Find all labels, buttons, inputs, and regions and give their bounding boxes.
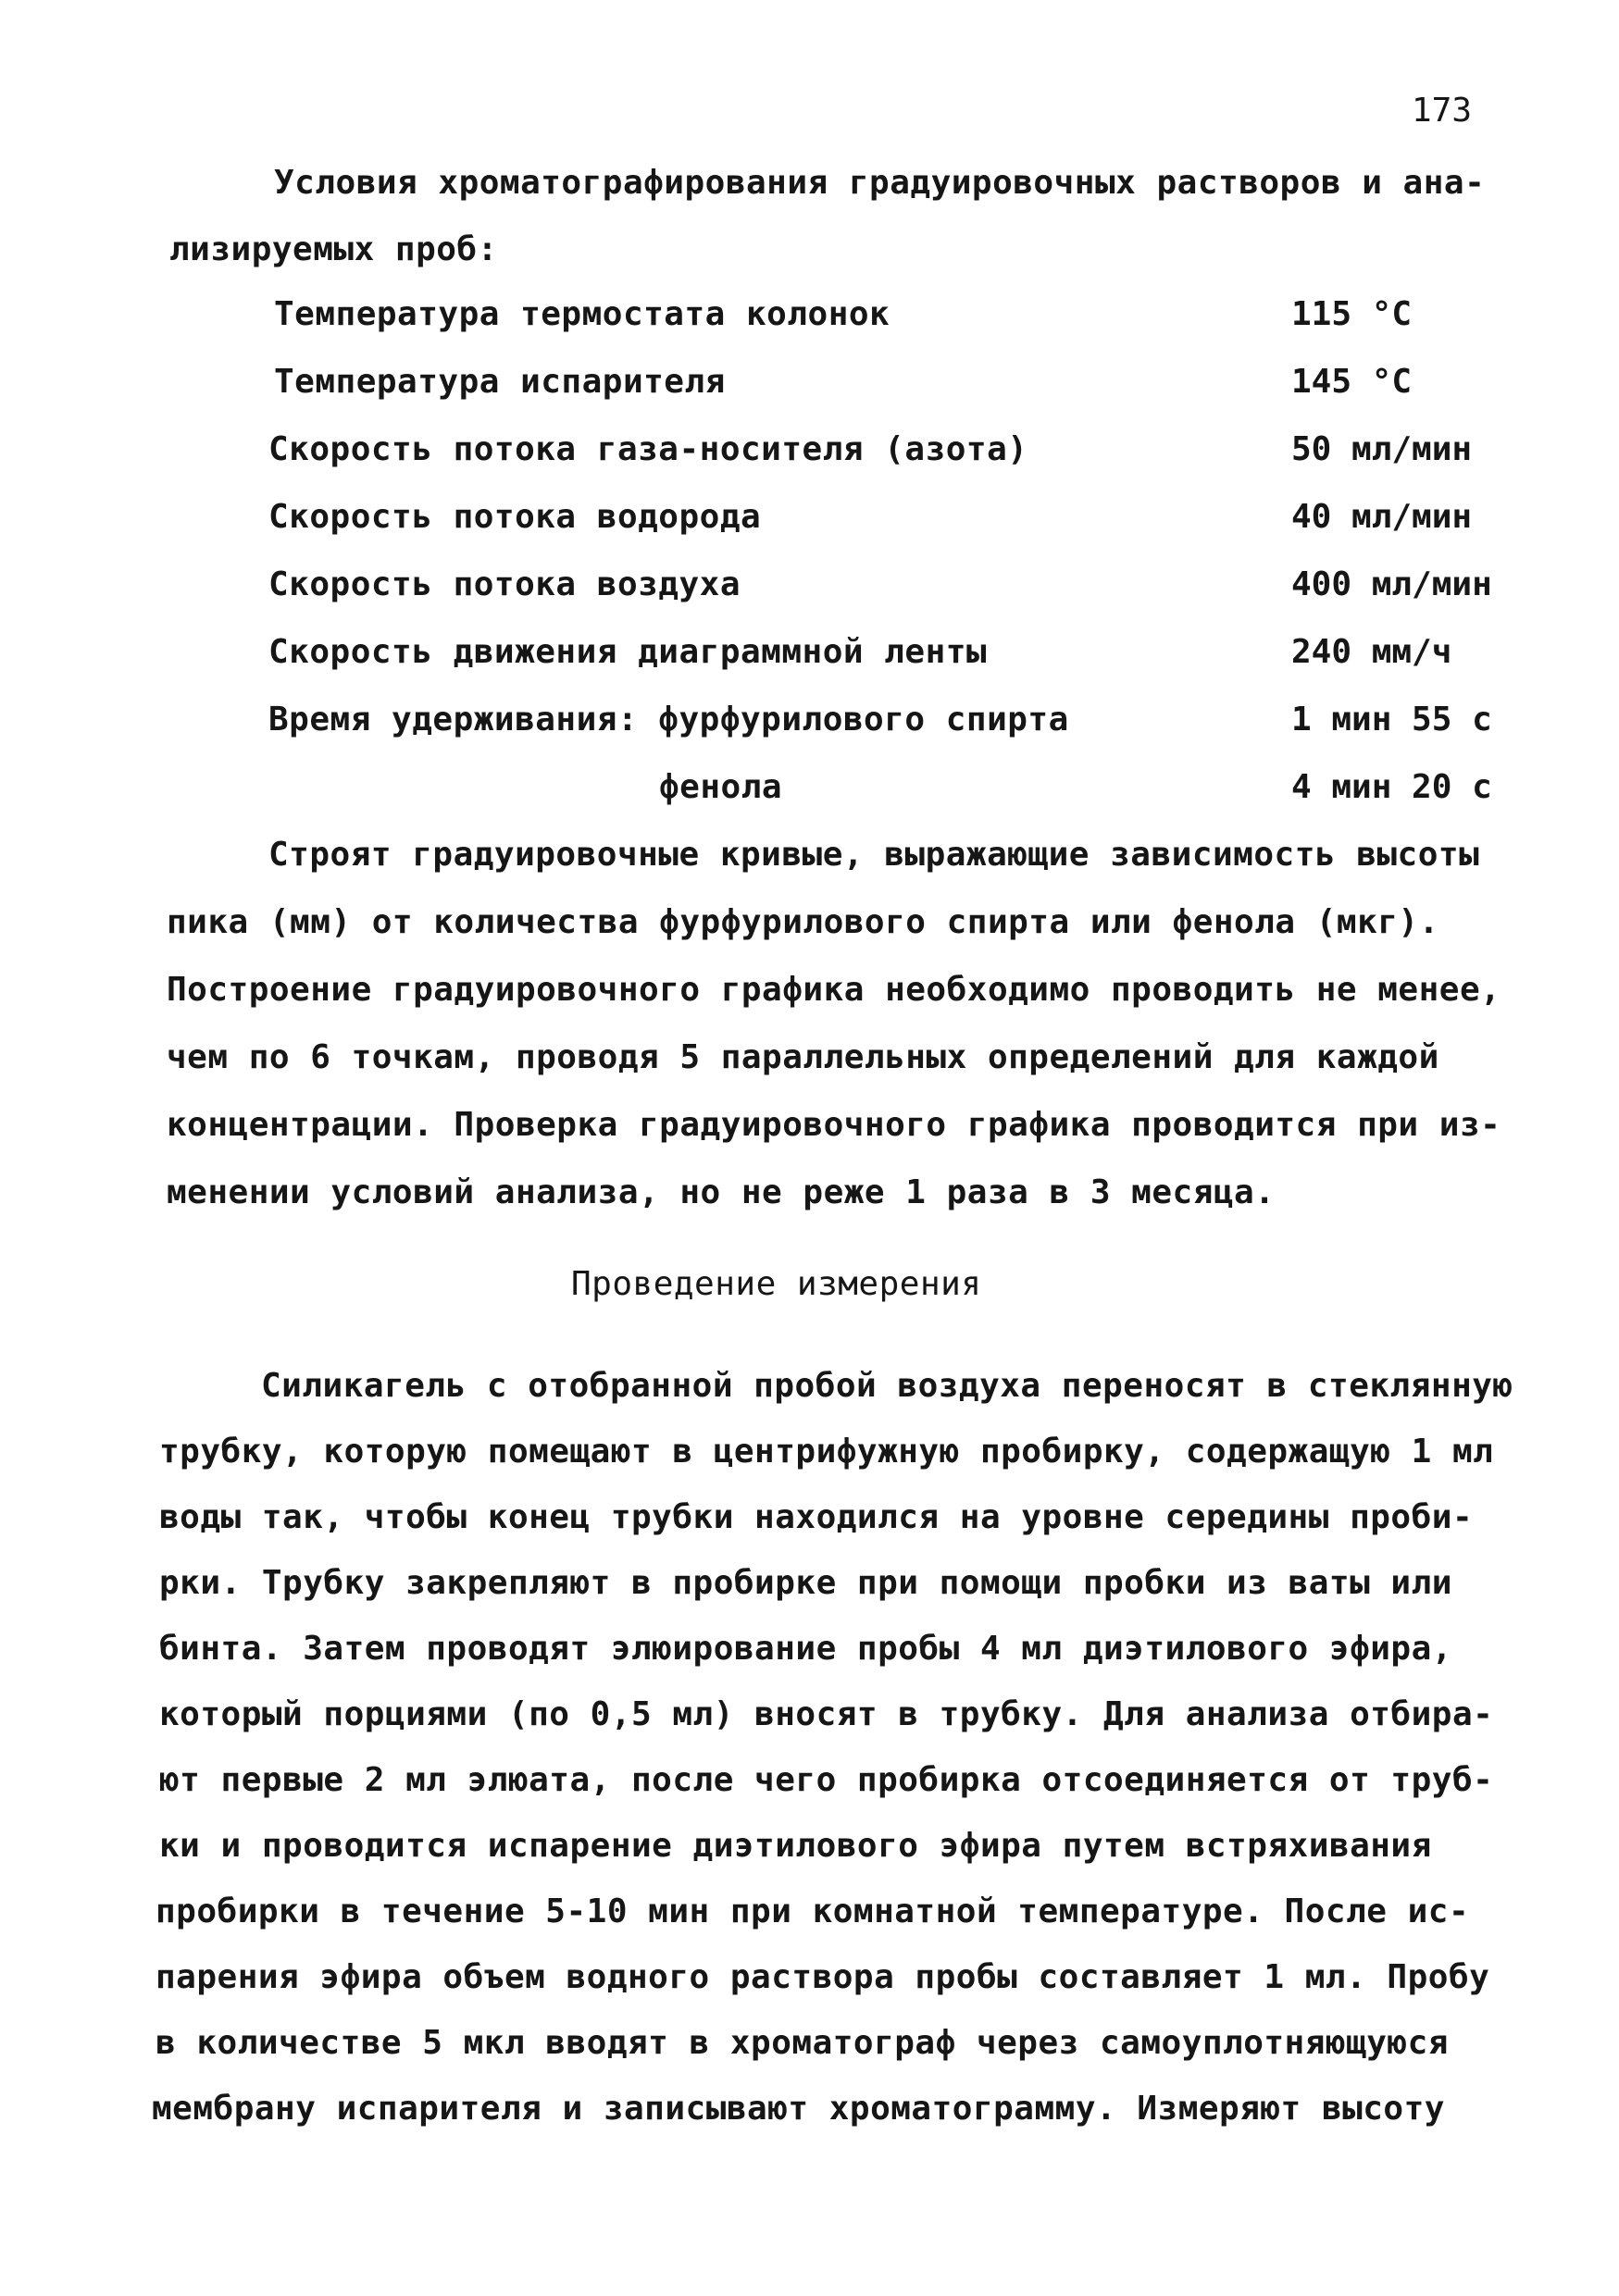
- paragraph-line: мембрану испарителя и записывают хроматограмму. Измеряют высоту: [152, 2090, 1445, 2128]
- condition-label: Скорость потока газа-носителя (азота): [268, 430, 1028, 468]
- paragraph-line: концентрации. Проверка градуировочного графика проводится при из-: [167, 1106, 1501, 1144]
- intro-line: лизируемых проб:: [169, 230, 498, 268]
- condition-value: 145 °C: [1291, 363, 1413, 401]
- paragraph-line: ки и проводится испарение диэтилового эфира путем встряхивания: [159, 1827, 1432, 1865]
- condition-label: Время удерживания: фурфурилового спирта: [268, 701, 1069, 738]
- condition-label: Скорость потока воздуха: [268, 565, 741, 603]
- condition-label: Скорость потока водорода: [268, 498, 762, 536]
- paragraph-line: ют первые 2 мл элюата, после чего пробирка отсоединяется от труб-: [159, 1761, 1494, 1799]
- condition-label: фенола: [659, 768, 783, 806]
- condition-value: 4 мин 20 с: [1291, 768, 1492, 806]
- condition-value: 40 мл/мин: [1291, 498, 1473, 536]
- paragraph-line: бинта. Затем проводят элюирование пробы 4 мл диэтилового эфира,: [159, 1630, 1452, 1668]
- condition-value: 400 мл/мин: [1291, 565, 1492, 603]
- condition-value: 50 мл/мин: [1291, 430, 1473, 468]
- paragraph-line: Строят градуировочные кривые, выражающие зависимость высоты: [268, 836, 1480, 874]
- paragraph-line: в количестве 5 мкл вводят в хроматограф через самоуплотняющуюся: [156, 2024, 1449, 2062]
- condition-label: Температура испарителя: [274, 363, 726, 401]
- intro-line: Условия хроматографирования градуировочных растворов и ана-: [274, 164, 1486, 202]
- paragraph-line: Построение градуировочного графика необходимо проводить не менее,: [167, 971, 1501, 1009]
- condition-label: Скорость движения диаграммной ленты: [268, 633, 988, 671]
- paragraph-line: менении условий анализа, но не реже 1 раза в 3 месяца.: [167, 1173, 1276, 1211]
- condition-value: 1 мин 55 с: [1291, 701, 1492, 738]
- condition-label: Температура термостата колонок: [274, 295, 890, 333]
- paragraph-line: пробирки в течение 5-10 мин при комнатной температуре. После ис-: [156, 1893, 1470, 1930]
- paragraph-line: трубку, которую помещают в центрифужную пробирку, содержащую 1 мл: [159, 1433, 1494, 1471]
- condition-value: 240 мм/ч: [1291, 633, 1452, 671]
- paragraph-line: воды так, чтобы конец трубки находился на уровне середины проби-: [159, 1498, 1474, 1536]
- paragraph-line: который порциями (по 0,5 мл) вносят в трубку. Для анализа отбира-: [159, 1695, 1494, 1733]
- paragraph-line: парения эфира объем водного раствора пробы составляет 1 мл. Пробу: [156, 1958, 1490, 1996]
- paragraph-line: чем по 6 точкам, проводя 5 параллельных определений для каждой: [167, 1038, 1439, 1076]
- paragraph-line: пика (мм) от количества фурфурилового спирта или фенола (мкг).: [167, 903, 1439, 941]
- paragraph-line: Силикагель с отобранной пробой воздуха переносят в стеклянную: [261, 1367, 1513, 1405]
- section-heading: Проведение измерения: [571, 1265, 982, 1303]
- paragraph-line: рки. Трубку закрепляют в пробирке при помощи пробки из ваты или: [159, 1564, 1452, 1602]
- page-number: 173: [1412, 92, 1473, 130]
- condition-value: 115 °C: [1291, 295, 1413, 333]
